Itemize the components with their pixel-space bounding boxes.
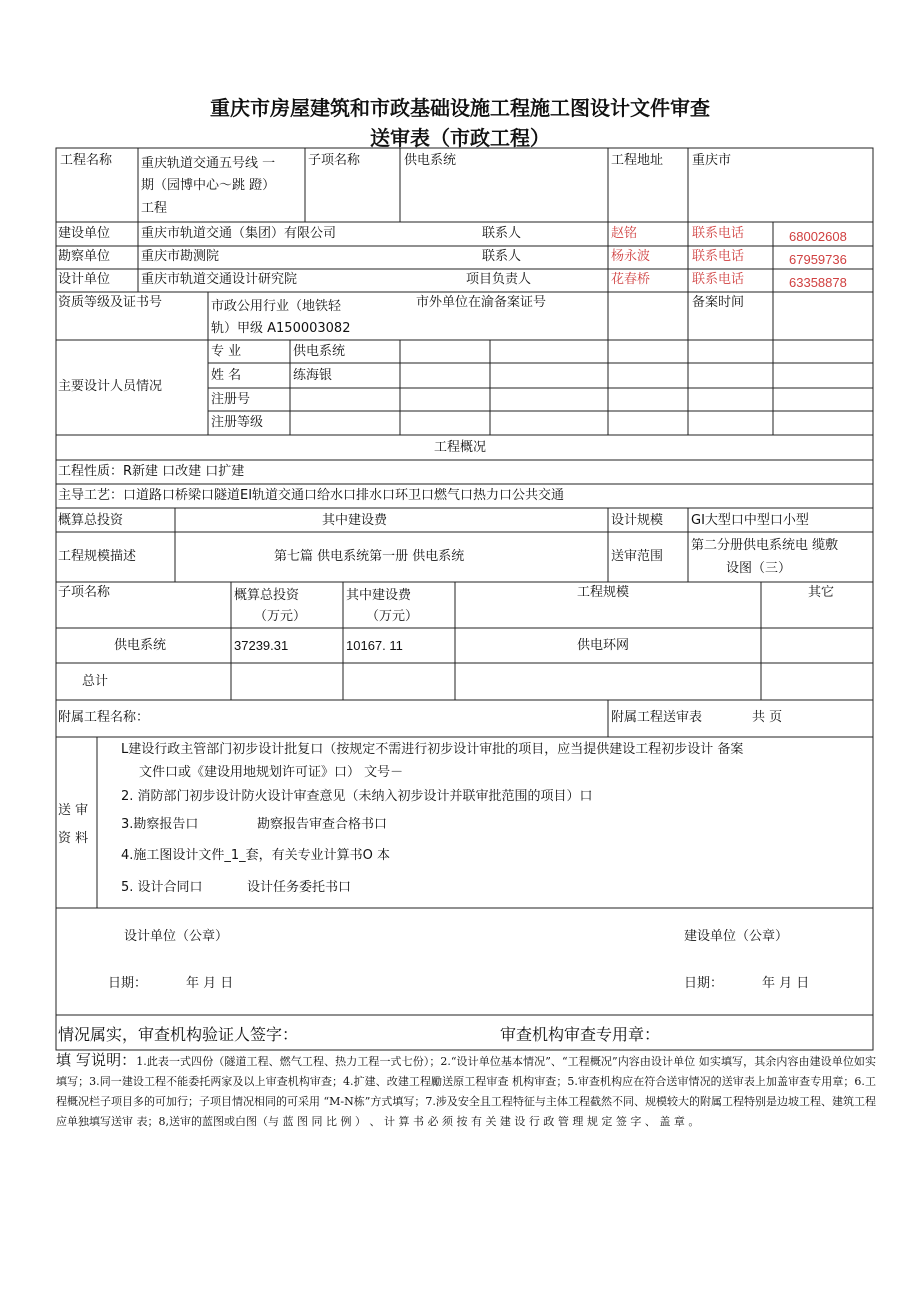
- unit-row-label: 勘察单位: [58, 249, 111, 264]
- unit-row-value: 重庆市轨道交通（集团）有限公司: [141, 226, 337, 241]
- subitem-header-name: 子项名称: [58, 585, 111, 600]
- material-item-2: 2. 消防部门初步设计防火设计审查意见（未纳入初步设计并联审批范围的项目）口: [121, 789, 593, 804]
- page-title-line1: 重庆市房屋建筑和市政基础设施工程施工图设计文件审查: [210, 96, 710, 120]
- review-seal: 审查机构审查专用章：: [500, 1025, 661, 1044]
- build-unit-seal: 建设单位（公章）: [684, 929, 789, 944]
- main-process: 主导工艺：口道路口桥梁口隧道EI轨道交通口给水口排水口环卫口燃气口热力口公共交通: [58, 488, 565, 503]
- design-scale-value: GI大型口中型口小型: [691, 513, 809, 528]
- scale-desc-label: 工程规模描述: [58, 549, 137, 564]
- qualification-value-line2: 轨）甲级 A150003082: [211, 321, 351, 336]
- unit-row-phone-label: 联系电话: [692, 249, 745, 264]
- project-address-label: 工程地址: [611, 153, 664, 168]
- subitem-row-cost: 10167. 11: [346, 638, 403, 653]
- unit-row-phone: 68002608: [789, 229, 847, 244]
- material-item-5a: 5. 设计合同口: [121, 880, 203, 895]
- unit-row-role: 项目负责人: [466, 272, 532, 287]
- qualification-value-line1: 市政公用行业（地铁轻: [211, 299, 342, 314]
- outside-record-label: 市外单位在渝备案证号: [416, 295, 547, 310]
- design-scale-label: 设计规模: [611, 513, 664, 528]
- subitem-header-cost: 其中建设费: [346, 588, 412, 603]
- overview-heading: 工程概况: [434, 440, 487, 455]
- design-date-label: 日期：: [108, 976, 148, 991]
- material-item-3a: 3.勘察报告口: [121, 817, 199, 832]
- design-date-value: 年 月 日: [186, 976, 234, 991]
- materials-label-2: 资 料: [58, 831, 89, 846]
- subitem-row-budget: 37239.31: [234, 638, 289, 653]
- material-item-5b: 设计任务委托书口: [247, 880, 352, 895]
- build-date-label: 日期：: [684, 976, 724, 991]
- record-time-label: 备案时间: [692, 295, 745, 310]
- subitem-header-budget: 概算总投资: [234, 588, 300, 603]
- subitem-total-label: 总计: [82, 674, 109, 689]
- subitem-header-budget-unit: （万元）: [254, 609, 307, 624]
- unit-row-value: 重庆市轨道交通设计研究院: [141, 272, 298, 287]
- unit-row-phone-label: 联系电话: [692, 272, 745, 287]
- subitem-header-scale: 工程规模: [577, 585, 630, 600]
- build-cost-label: 其中建设费: [322, 513, 388, 528]
- verifier-signature: 情况属实，审查机构验证人签字：: [58, 1025, 299, 1044]
- filling-instructions: [56, 1050, 876, 1132]
- unit-row-role: 联系人: [482, 249, 522, 264]
- review-range-label: 送审范围: [611, 549, 664, 564]
- project-name-line1: 重庆轨道交通五号线 一: [141, 156, 276, 171]
- designer-field-label: 专 业: [211, 344, 242, 359]
- material-item-4: 4.施工图设计文件_1_套，有关专业计算书O 本: [121, 848, 391, 863]
- subitem-header-cost-unit: （万元）: [366, 609, 419, 624]
- subitem-header-other: 其它: [808, 585, 835, 600]
- project-name-line3: 工程: [141, 201, 168, 216]
- unit-row-label: 建设单位: [58, 226, 111, 241]
- material-item-3b: 勘察报告审查合格书口: [257, 817, 388, 832]
- unit-row-person: 赵铭: [611, 226, 638, 241]
- unit-row-role: 联系人: [482, 226, 522, 241]
- designer-field-label: 姓 名: [211, 368, 242, 383]
- instructions-text: 1.此表一式四份（隧道工程、燃气工程、热力工程一式七份）；2.“设计单位基本情况”、“工程概况”内容由设计单位 如实填写，其余内容由建设单位如实填写；3.同一建设工程不能委托两家及以上审查机构审查；4.扩建、改建工程勵送原工程审查 机构审查；5.审查机构应在符合送审情况的送审表上加盖审查专用章；6.工程概况栏子项目多的可加行；子项目情况相同的可采用 “M-N栋”方式填写；7.涉及安全且工程特征与主体工程截然不同、规模较大的附属工程特别是边坡工程、建筑工程应单独填写送审 表；8,送审的蓝图或白图（与 蓝 图 同 比 例 ） 、 计 算 书 必 须 按 有 关 建 设 行 政 管 理 规 定 签 字 、 盖 章 。: [56, 1055, 876, 1128]
- designer-field-label: 注册号: [211, 392, 251, 407]
- project-name-line2: 期（园博中心～跳 蹬）: [141, 178, 276, 193]
- designer-field-value: 供电系统: [293, 344, 346, 359]
- sub-item-value: 供电系统: [404, 153, 457, 168]
- subitem-row-scale: 供电环网: [577, 638, 630, 653]
- budget-label: 概算总投资: [58, 513, 124, 528]
- page-title-line2: 送审表（市政工程）: [370, 126, 550, 150]
- designer-field-value: 练海银: [293, 368, 333, 383]
- build-date-value: 年 月 日: [762, 976, 810, 991]
- designer-field-label: 注册等级: [211, 415, 264, 430]
- material-item-1-line2: 文件口或《建设用地规划许可证》口） 文号－: [139, 765, 404, 780]
- materials-label-1: 送 审: [58, 803, 89, 818]
- sub-item-label: 子项名称: [308, 153, 361, 168]
- design-unit-seal: 设计单位（公章）: [124, 929, 229, 944]
- material-item-1-line1: L建设行政主管部门初步设计批复口（按规定不需进行初步设计审批的项目，应当提供建设工程初步设计 备案: [121, 742, 744, 757]
- review-range-line2: 设图（三）: [726, 561, 792, 576]
- unit-row-phone-label: 联系电话: [692, 226, 745, 241]
- subitem-row-name: 供电系统: [114, 638, 167, 653]
- unit-row-value: 重庆市勘测院: [141, 249, 220, 264]
- unit-row-phone: 63358878: [789, 275, 847, 290]
- unit-row-person: 花春桥: [611, 272, 651, 287]
- project-address-value: 重庆市: [692, 153, 732, 168]
- instructions-heading: 填 写说明：: [56, 1051, 137, 1069]
- review-range-line1: 第二分册供电系统电 缆敷: [691, 538, 839, 553]
- attached-pages: 共 页: [752, 710, 783, 725]
- scale-desc-value: 第七篇 供电系统第一册 供电系统: [274, 549, 465, 564]
- attached-table-label: 附属工程送审表: [611, 710, 703, 725]
- project-name-label: 工程名称: [60, 153, 113, 168]
- unit-row-person: 杨永波: [611, 249, 651, 264]
- designers-label: 主要设计人员情况: [58, 379, 163, 394]
- unit-row-label: 设计单位: [58, 272, 111, 287]
- unit-row-phone: 67959736: [789, 252, 847, 267]
- qualification-label: 资质等级及证书号: [58, 295, 163, 310]
- attached-name-label: 附属工程名称：: [58, 710, 150, 725]
- project-nature: 工程性质：R新建 口改建 口扩建: [58, 464, 245, 479]
